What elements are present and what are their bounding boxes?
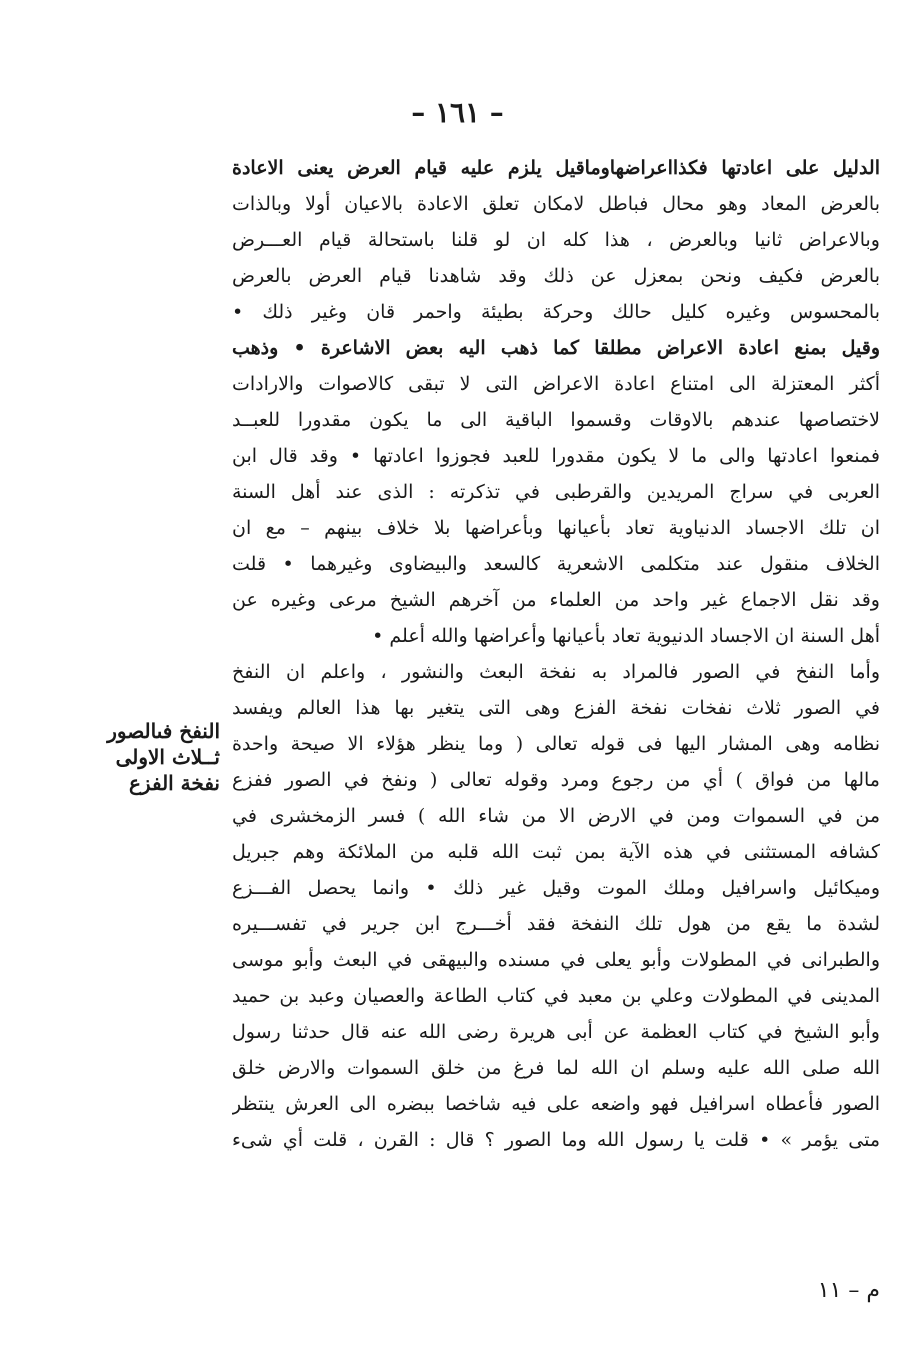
body-text (232, 150, 880, 1158)
text-line: بالعرض فكيف ونحن بمعزل عن ذلك وقد شاهدنا قيام العرض بالعرض (232, 265, 880, 287)
text-line: في الصور ثلاث نفخات نفخة الفزع وهى التى يتغير بها هذا العالم ويفسد (232, 697, 880, 719)
text-line: وأما النفخ في الصور فالمراد به نفخة البعث والنشور ، واعلم ان النفخ (232, 661, 880, 683)
text-line: وبالاعراض ثانيا وبالعرض ، هذا كله ان لو قلنا باستحالة قيام العـــرض (232, 229, 880, 251)
text-line: الصور فأعطاه اسرافيل فهو واضعه على فيه شاخصا ببضره الى العرش ينتظر (232, 1093, 880, 1115)
text-line: وميكائيل واسرافيل وملك الموت وقيل غير ذلك • وانما يحصل الفـــزع (232, 877, 880, 899)
text-line: وأبو الشيخ في كتاب العظمة عن أبى هريرة رضى الله عنه قال حدثنا رسول (232, 1021, 880, 1043)
text-line: أهل السنة ان الاجساد الدنيوية تعاد بأعيانها وأعراضها والله أعلم • (372, 625, 880, 647)
text-line: نظامه وهى المشار اليها فى قوله تعالى ( وما ينظر هؤلاء الا صيحة واحدة (232, 733, 880, 755)
text-line: المدينى في المطولات وعلي بن معبد في كتاب الطاعة والعصيان وعبد بن حميد (232, 985, 880, 1007)
text-line: أكثر المعتزلة الى امتناع اعادة الاعراض التى لا تبقى كالاصوات والارادات (232, 373, 880, 395)
text-line: من في السموات ومن في الارض الا من شاء الله ) فسر الزمخشرى في (232, 805, 880, 827)
page-number: – ١٦١ – (411, 96, 504, 129)
text-line: فمنعوا اعادتها والى ما لا يكون مقدورا للعبد فجوزوا اعادتها • وقد قال ابن (232, 445, 880, 467)
text-line: لاختصاصها عندهم بالاوقات وقسموا الباقية الى ما يكون مقدورا للعبــد (232, 409, 880, 431)
text-line: وقد نقل الاجماع غير واحد من العلماء من آخرهم الشيخ مرعى وغيره عن (232, 589, 880, 611)
text-line: الخلاف منقول عند متكلمى الاشعرية كالسعد والبيضاوى وغيرهما • قلت (232, 553, 880, 575)
text-line: بالمحسوس وغيره كليل حالك وحركة بطيئة واحمر قان وغير ذلك • (232, 301, 880, 323)
margin-note (30, 718, 220, 796)
text-line: بالعرض المعاد وهو محال فباطل لامكان تعلق الاعادة بالاعيان أولا وبالذات (232, 193, 880, 215)
text-line: الله صلى الله عليه وسلم ان الله لما فرغ من خلق السموات والارض خلق (232, 1057, 880, 1079)
signature-mark: م – ١١ (817, 1278, 880, 1303)
margin-note-line: ثــلاث الاولى (115, 745, 220, 769)
text-line: العربى في سراج المريدين والقرطبى في تذكرته : الذى عند أهل السنة (232, 481, 880, 503)
margin-note-line: نفخة الفزع (128, 771, 220, 795)
text-line: ان تلك الاجساد الدنياوية تعاد بأعيانها وبأعراضها بلا خلاف بينهم – مع ان (232, 517, 880, 539)
margin-note-line: النفخ فىالصور (107, 719, 220, 743)
text-line: متى يؤمر » • قلت يا رسول الله وما الصور ؟ قال : القرن ، قلت أي شىء (232, 1129, 880, 1151)
text-line: والطبرانى في المطولات وأبو يعلى في مسنده والبيهقى في البعث وأبو موسى (232, 949, 880, 971)
text-line: مالها من فواق ) أي من رجوع ومرد وقوله تعالى ( ونفخ في الصور ففزع (232, 769, 880, 791)
text-line: لشدة ما يقع من هول تلك النفخة فقد أخـــرج ابن جرير في تفســـيره (232, 913, 880, 935)
text-line: كشافه المستثنى في هذه الآية بمن ثبت الله قلبه من الملائكة وهم جبريل (232, 841, 880, 863)
text-line: الدليل على اعادتها فكذااعراضهاوماقيل يلزم عليه قيام العرض يعنى الاعادة (232, 157, 880, 179)
text-line: وقيل بمنع اعادة الاعراض مطلقا كما ذهب اليه بعض الاشاعرة • وذهب (232, 337, 880, 359)
